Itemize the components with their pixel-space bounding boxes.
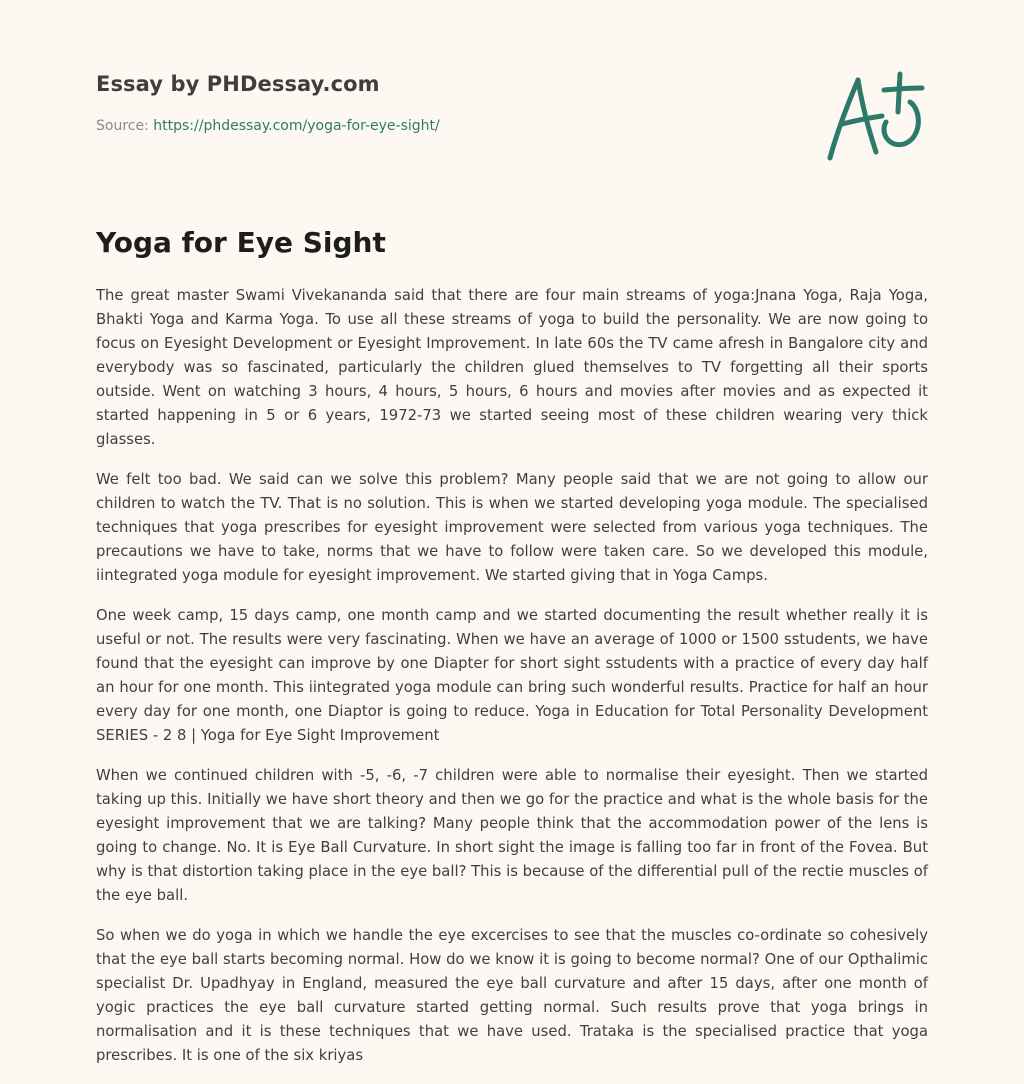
essay-body — [96, 284, 928, 1084]
a-plus-logo-icon — [818, 66, 930, 166]
source-link[interactable]: https://phdessay.com/yoga-for-eye-sight/ — [153, 118, 440, 134]
source-label: Source: — [96, 118, 149, 134]
brand-title: Essay by PHDessay.com — [96, 72, 380, 96]
essay-paragraph: When we continued children with -5, -6, -7 children were able to normalise their eyesight. Then we started taking up this. Initially we have short theory and then we go for the practice and what is the whole basis for the eyesight improvement that we are talking? Many people think that the accommodation power of the lens is going to change. No. It is Eye Ball Curvature. In short sight the image is falling too far in front of the Fovea. But why is that distortion taking place in the eye ball? This is because of the differential pull of the rectie muscles of the eye ball. — [96, 767, 928, 904]
essay-title: Yoga for Eye Sight — [96, 226, 386, 259]
source-line — [96, 118, 928, 134]
essay-paragraph: The great master Swami Vivekananda said that there are four main streams of yoga:Jnana Yoga, Raja Yoga, Bhakti Yoga and Karma Yoga. To use all these streams of yoga to build the personality. We are now going to focus on Eyesight Development or Eyesight Improvement. In late 60s the TV came afresh in Bangalore city and everybody was so fascinated, particularly the children glued themselves to TV forgetting all their sports outside. Went on watching 3 hours, 4 hours, 5 hours, 6 hours and movies after movies and as expected it started happening in 5 or 6 years, 1972-73 we started seeing most of these children wearing very thick glasses. — [96, 287, 928, 448]
essay-paragraph: One week camp, 15 days camp, one month camp and we started documenting the result whether really it is useful or not. The results were very fascinating. When we have an average of 1000 or 1500 sstudents, we have found that the eyesight can improve by one Diapter for short sight sstudents with a practice of every day half an hour for one month. This iintegrated yoga module can bring such wonderful results. Practice for half an hour every day for one month, one Diaptor is going to reduce. Yoga in Education for Total Personality Development SERIES - 2 8 | Yoga for Eye Sight Improvement — [96, 607, 928, 744]
essay-paragraph: We felt too bad. We said can we solve this problem? Many people said that we are not going to allow our children to watch the TV. That is no solution. This is when we started developing yoga module. The specialised techniques that yoga prescribes for eyesight improvement were selected from various yoga techniques. The precautions we have to take, norms that we have to follow were taken care. So we developed this module, iintegrated yoga module for eyesight improvement. We started giving that in Yoga Camps. — [96, 471, 928, 584]
essay-paragraph: So when we do yoga in which we handle the eye excercises to see that the muscles co-ordinate so cohesively that the eye ball starts becoming normal. How do we know it is going to become normal? One of our Opthalimic specialist Dr. Upadhyay in England, measured the eye ball curvature and after 15 days, after one month of yogic practices the eye ball curvature started getting normal. Such results prove that yoga brings in normalisation and it is these techniques that we have used. Trataka is the specialised practice that yoga prescribes. It is one of the six kriyas — [96, 927, 928, 1064]
essay-header — [96, 72, 928, 134]
